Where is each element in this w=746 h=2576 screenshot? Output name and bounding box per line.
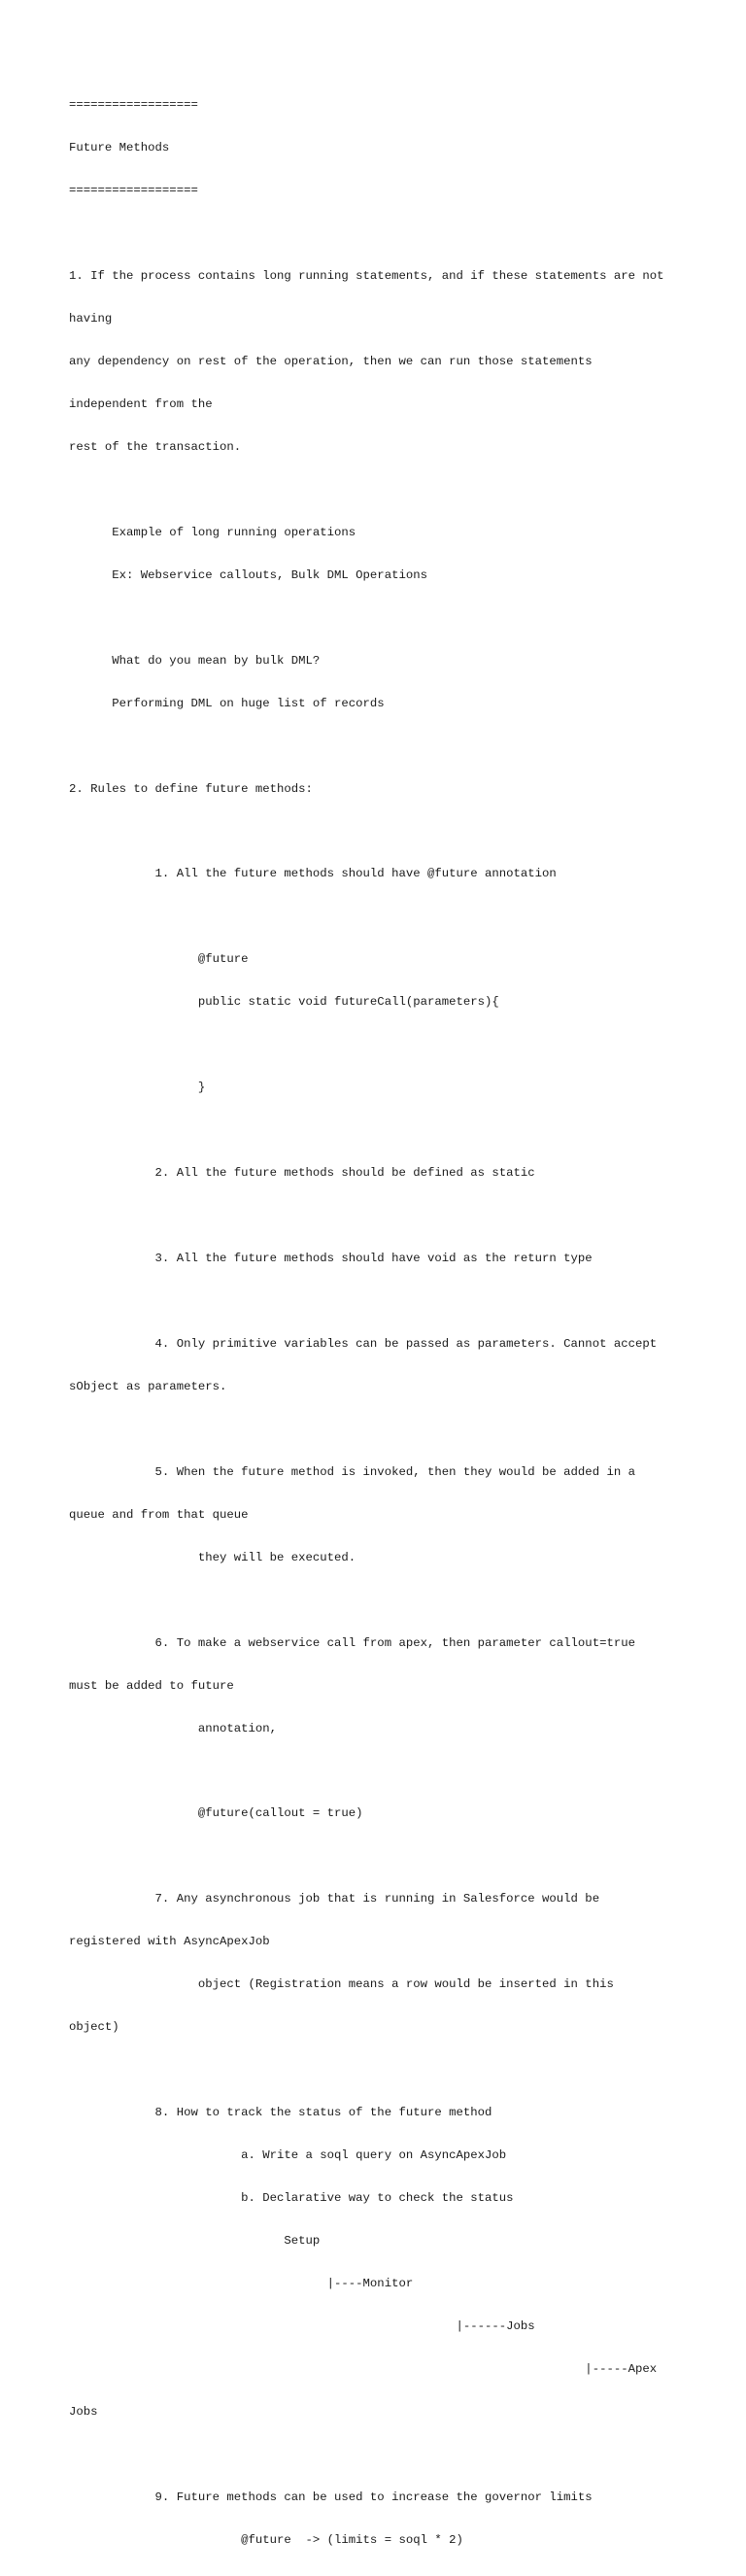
rule-8-subitem: a. Write a soql query on AsyncApexJob <box>69 2148 507 2163</box>
point-1-line: 1. If the process contains long running statements, and if these statements are not <box>69 269 664 284</box>
rule-9-line: 9. Future methods can be used to increase the governor limits <box>69 2490 593 2504</box>
rule-8-subitem: b. Declarative way to check the status <box>69 2191 514 2206</box>
code-line: public static void futureCall(parameters){ <box>69 995 499 1010</box>
rule-5-line: they will be executed. <box>69 1550 356 1564</box>
code-line: } <box>69 1081 206 1095</box>
rule-1-line: 1. All the future methods should have @future annotation <box>69 867 557 881</box>
rule-7-line: 7. Any asynchronous job that is running in Salesforce would be <box>69 1892 600 1906</box>
blank-line <box>69 825 691 840</box>
blank-line <box>69 1594 691 1608</box>
blank-line <box>69 483 691 498</box>
code-line: @future -> (limits = soql * 2) <box>69 2532 463 2547</box>
blank-line <box>69 2448 691 2462</box>
setup-path-line: |----Monitor <box>69 2276 414 2290</box>
rule-6-line: 6. To make a webservice call from apex, then parameter callout=true <box>69 1635 635 1650</box>
point-1-line: rest of the transaction. <box>69 439 242 454</box>
rule-5-line: queue and from that queue <box>69 1507 249 1522</box>
rule-6-line: must be added to future <box>69 1678 234 1693</box>
blank-line <box>69 1038 691 1052</box>
blank-line <box>69 1423 691 1437</box>
example-heading: Example of long running operations <box>69 525 356 539</box>
rule-2-line: 2. All the future methods should be defined as static <box>69 1166 535 1181</box>
blank-line <box>69 739 691 754</box>
document-body <box>69 70 691 2576</box>
blank-line <box>69 910 691 924</box>
rules-heading: 2. Rules to define future methods: <box>69 781 313 796</box>
rule-4-line: sObject as parameters. <box>69 1379 227 1393</box>
blank-line <box>69 2063 691 2078</box>
question-line: What do you mean by bulk DML? <box>69 653 321 668</box>
document-title: Future Methods <box>69 141 170 155</box>
rule-5-line: 5. When the future method is invoked, then they would be added in a <box>69 1464 635 1479</box>
example-line: Ex: Webservice callouts, Bulk DML Operations <box>69 567 427 582</box>
rule-3-line: 3. All the future methods should have void as the return type <box>69 1252 593 1266</box>
rule-7-line: registered with AsyncApexJob <box>69 1935 270 1949</box>
title-rule-top: ================== <box>69 98 198 113</box>
blank-line <box>69 226 691 241</box>
setup-path-line: Setup <box>69 2233 321 2248</box>
title-rule-bottom: ================== <box>69 184 198 198</box>
setup-path-line: |-----Apex <box>69 2361 658 2376</box>
rule-6-line: annotation, <box>69 1721 278 1735</box>
blank-line <box>69 1764 691 1778</box>
code-line: @future(callout = true) <box>69 1806 363 1821</box>
rule-7-line: object) <box>69 2020 119 2035</box>
blank-line <box>69 1849 691 1864</box>
rule-4-line: 4. Only primitive variables can be passed as parameters. Cannot accept <box>69 1336 658 1351</box>
code-line: @future <box>69 952 249 967</box>
point-1-line: independent from the <box>69 396 213 411</box>
point-1-line: having <box>69 312 113 326</box>
blank-line <box>69 1209 691 1223</box>
blank-line <box>69 1294 691 1309</box>
blank-line <box>69 1123 691 1138</box>
blank-line <box>69 611 691 626</box>
rule-7-line: object (Registration means a row would be inserted in this <box>69 1977 614 1992</box>
setup-path-line: |------Jobs <box>69 2318 535 2333</box>
setup-path-line: Jobs <box>69 2404 98 2419</box>
point-1-line: any dependency on rest of the operation, then we can run those statements <box>69 355 593 369</box>
answer-line: Performing DML on huge list of records <box>69 696 385 710</box>
rule-8-line: 8. How to track the status of the future method <box>69 2106 492 2120</box>
